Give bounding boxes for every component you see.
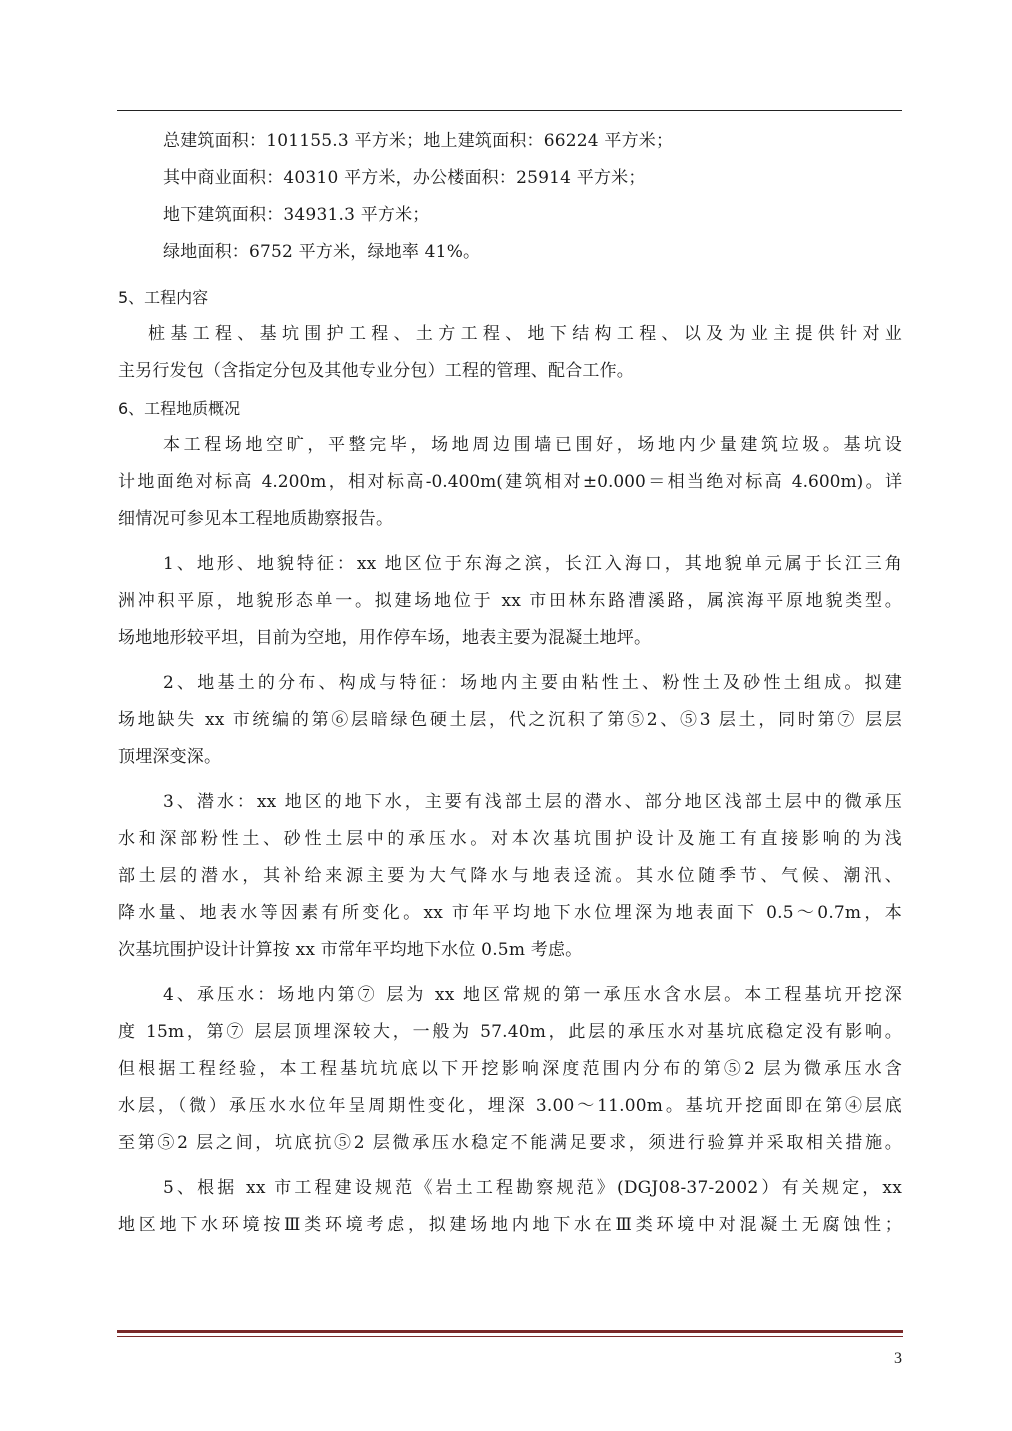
paragraph-line: 地区地下水环境按Ⅲ类环境考虑，拟建场地内地下水在Ⅲ类环境中对混凝土无腐蚀性；	[118, 1215, 902, 1235]
page-content	[118, 123, 902, 1244]
paragraph-intro	[118, 427, 902, 538]
paragraph-line: 3、潜水：xx 地区的地下水，主要有浅部土层的潜水、部分地区浅部土层中的微承压	[163, 792, 902, 812]
section-heading: 6、工程地质概况	[118, 399, 241, 418]
page-number: 3	[894, 1350, 902, 1367]
paragraph-line: 水层，（微）承压水水位年呈周期性变化，埋深 3.00～11.00m。基坑开挖面即在第④层底	[118, 1096, 902, 1116]
area-line: 地下建筑面积：34931.3 平方米；	[163, 205, 430, 225]
paragraph-terrain	[118, 546, 902, 657]
paragraph-phreatic-water	[118, 784, 902, 969]
footer-rule-thin	[117, 1336, 903, 1337]
area-line: 其中商业面积：40310 平方米，办公楼面积：25914 平方米；	[163, 168, 646, 188]
area-line: 绿地面积：6752 平方米，绿地率 41%。	[163, 242, 481, 262]
section-6	[118, 390, 902, 1244]
paragraph-line: 但根据工程经验，本工程基坑坑底以下开挖影响深度范围内分布的第⑤2 层为微承压水含	[118, 1059, 902, 1079]
section-heading: 5、工程内容	[118, 288, 209, 307]
paragraph-line: 5、根据 xx 市工程建设规范《岩土工程勘察规范》(DGJ08-37-2002）有关规定，xx	[163, 1178, 902, 1198]
paragraph-line: 水和深部粉性土、砂性土层中的承压水。对本次基坑围护设计及施工有直接影响的为浅	[118, 829, 902, 849]
section-5	[118, 279, 902, 390]
paragraph-soil	[118, 665, 902, 776]
area-summary	[118, 123, 902, 271]
paragraph-line: 次基坑围护设计计算按 xx 市常年平均地下水位 0.5m 考虑。	[118, 940, 583, 960]
paragraph-line: 细情况可参见本工程地质勘察报告。	[118, 509, 394, 529]
paragraph-line: 计地面绝对标高 4.200m，相对标高-0.400m(建筑相对±0.000＝相当绝对标高 4.600m)。详	[118, 472, 902, 492]
paragraph-line: 场地缺失 xx 市统编的第⑥层暗绿色硬土层，代之沉积了第⑤2、⑤3 层土，同时第⑦ 层层	[118, 710, 902, 730]
area-line: 总建筑面积：101155.3 平方米；地上建筑面积：66224 平方米；	[163, 131, 674, 151]
paragraph-line: 洲冲积平原，地貌形态单一。拟建场地位于 xx 市田林东路漕溪路，属滨海平原地貌类型。	[118, 591, 902, 611]
paragraph-line: 4、承压水：场地内第⑦ 层为 xx 地区常规的第一承压水含水层。本工程基坑开挖深	[163, 985, 902, 1005]
paragraph-line: 本工程场地空旷，平整完毕，场地周边围墙已围好，场地内少量建筑垃圾。基坑设	[163, 435, 902, 455]
paragraph-line: 至第⑤2 层之间，坑底抗⑤2 层微承压水稳定不能满足要求，须进行验算并采取相关措施。	[118, 1133, 902, 1153]
paragraph-line: 主另行发包（含指定分包及其他专业分包）工程的管理、配合工作。	[118, 361, 634, 381]
paragraph-line: 场地地形较平坦，目前为空地，用作停车场，地表主要为混凝土地坪。	[118, 628, 652, 648]
paragraph-line: 桩基工程、基坑围护工程、土方工程、地下结构工程、以及为业主提供针对业	[148, 324, 902, 344]
paragraph-line: 顶埋深变深。	[118, 747, 222, 767]
paragraph-line: 部土层的潜水，其补给来源主要为大气降水与地表迳流。其水位随季节、气候、潮汛、	[118, 866, 902, 886]
paragraph-line: 降水量、地表水等因素有所变化。xx 市年平均地下水位埋深为地表面下 0.5～0.7m，本	[118, 903, 902, 923]
header-rule	[117, 110, 902, 111]
paragraph-code-reference	[118, 1170, 902, 1244]
footer-rule	[117, 1330, 903, 1333]
paragraph-line: 1、地形、地貌特征：xx 地区位于东海之滨，长江入海口，其地貌单元属于长江三角	[163, 554, 902, 574]
paragraph-line: 度 15m，第⑦ 层层顶埋深较大，一般为 57.40m，此层的承压水对基坑底稳定没有影响。	[118, 1022, 902, 1042]
paragraph-line: 2、地基土的分布、构成与特征：场地内主要由粘性土、粉性土及砂性土组成。拟建	[163, 673, 902, 693]
paragraph-confined-water	[118, 977, 902, 1162]
